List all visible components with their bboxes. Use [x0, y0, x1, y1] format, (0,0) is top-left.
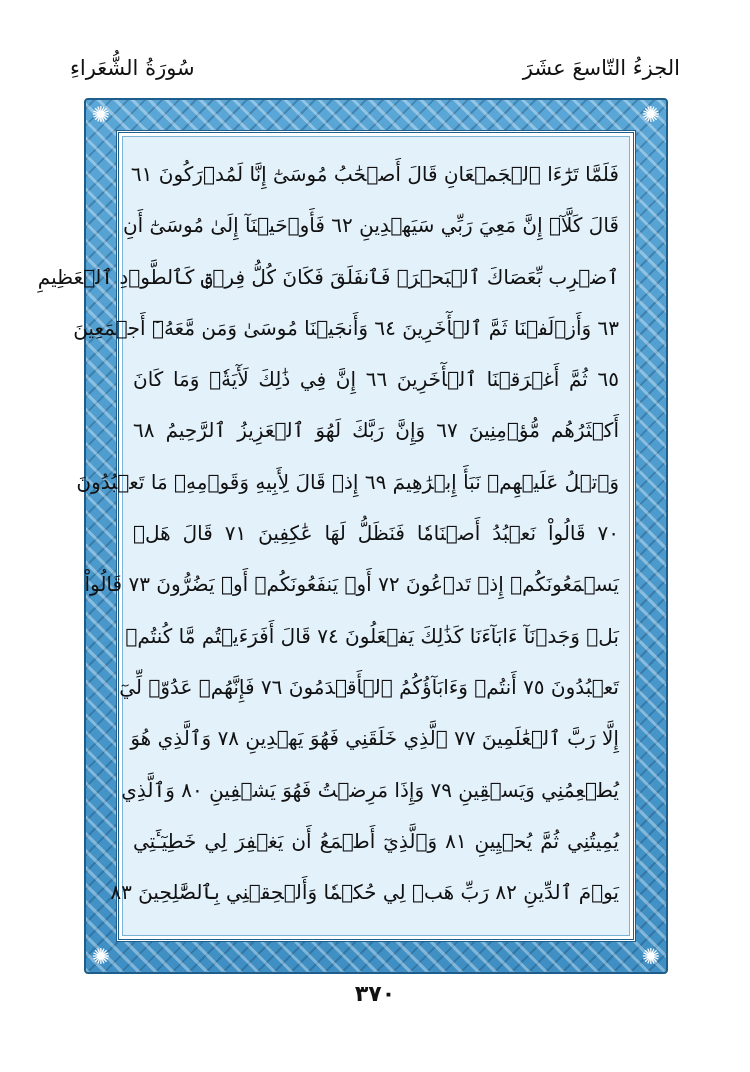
verse-line: قَالَ كَلَّآۖ إِنَّ مَعِيَ رَبِّي سَيَهۡدِينِ ٦٢ فَأَوۡحَيۡنَآ إِلَىٰ مُوسَىٰٓ أَنِ: [122, 213, 619, 238]
verse-line: يُطۡعِمُنِي وَيَسۡقِينِ ٧٩ وَإِذَا مَرِضۡتُ فَهُوَ يَشۡفِينِ ٨٠ وَٱلَّذِي: [121, 777, 619, 802]
verse-line: أَكۡثَرُهُم مُّؤۡمِنِينَ ٦٧ وَإِنَّ رَبَّكَ لَهُوَ ٱلۡعَزِيزُ ٱلرَّحِيمُ ٦٨: [133, 418, 619, 443]
verse-line: فَلَمَّا تَرَٰٓءَا ٱلۡجَمۡعَانِ قَالَ أَصۡحَٰبُ مُوسَىٰٓ إِنَّا لَمُدۡرَكُونَ ٦١: [130, 162, 619, 186]
verse-line: ٧٠ قَالُواْ نَعۡبُدُ أَصۡنَامٗا فَنَظَلُّ لَهَا عَٰكِفِينَ ٧١ قَالَ هَلۡ: [133, 521, 619, 546]
verse-line: وَٱتۡلُ عَلَيۡهِمۡ نَبَأَ إِبۡرَٰهِيمَ ٦٩ إِذۡ قَالَ لِأَبِيهِ وَقَوۡمِهِۦ مَا تَعۡبُدُونَ: [76, 469, 619, 494]
ornamental-frame: [37, 98, 668, 974]
verse-line: ٦٥ ثُمَّ أَغۡرَقۡنَا ٱلۡأٓخَرِينَ ٦٦ إِنَّ فِي ذَٰلِكَ لَأٓيَةٗۖ وَمَا كَانَ: [133, 367, 619, 392]
verses-text-area: [37, 136, 630, 936]
verse-line: يَسۡمَعُونَكُمۡ إِذۡ تَدۡعُونَ ٧٢ أَوۡ يَنفَعُونَكُمۡ أَوۡ يَضُرُّونَ ٧٣ قَالُواْ: [84, 572, 619, 597]
verse-line: ٱضۡرِب بِّعَصَاكَ ٱلۡبَحۡرَۖ فَٱنفَلَقَ فَكَانَ كُلُّ فِرۡقٖ كَٱلطَّوۡدِ ٱلۡعَظِيمِ: [37, 264, 619, 289]
surah-title: سُورَةُ الشُّعَراءِ: [70, 56, 195, 80]
verse-line: يُمِيتُنِي ثُمَّ يُحۡيِينِ ٨١ وَٱلَّذِيٓ أَطۡمَعُ أَن يَغۡفِرَ لِي خَطِيٓـَٔتِي: [133, 828, 619, 853]
verse-line: يَوۡمَ ٱلدِّينِ ٨٢ رَبِّ هَبۡ لِي حُكۡمٗا وَأَلۡحِقۡنِي بِٱلصَّٰلِحِينَ ٨٣: [110, 880, 619, 905]
ornament-corner-icon: ✺: [641, 944, 661, 970]
verse-line: ٦٣ وَأَزۡلَفۡنَا ثَمَّ ٱلۡأٓخَرِينَ ٦٤ وَأَنجَيۡنَا مُوسَىٰ وَمَن مَّعَهُۥٓ أَجۡمَعِينَ: [73, 315, 619, 340]
page-header: [70, 48, 680, 88]
verse-line: إِلَّا رَبَّ ٱلۡعَٰلَمِينَ ٧٧ ٱلَّذِي خَلَقَنِي فَهُوَ يَهۡدِينِ ٧٨ وَٱلَّذِي هُوَ: [130, 726, 619, 751]
ornament-corner-icon: ✺: [91, 944, 111, 970]
juz-title: الجزءُ التّاسعَ عشَرَ: [522, 56, 680, 80]
frame-inner-border: [37, 130, 636, 942]
ornament-corner-icon: ✺: [641, 102, 661, 128]
verse-line: تَعۡبُدُونَ ٧٥ أَنتُمۡ وَءَابَآؤُكُمُ ٱلۡأَقۡدَمُونَ ٧٦ فَإِنَّهُمۡ عَدُوّٞ لِّيٓ: [119, 674, 619, 699]
verse-line: بَلۡ وَجَدۡنَآ ءَابَآءَنَا كَذَٰلِكَ يَفۡعَلُونَ ٧٤ قَالَ أَفَرَءَيۡتُم مَّا كُنتُمۡ: [125, 623, 619, 648]
page-number: ٣٧٠: [354, 982, 396, 1007]
ornament-corner-icon: ✺: [91, 102, 111, 128]
